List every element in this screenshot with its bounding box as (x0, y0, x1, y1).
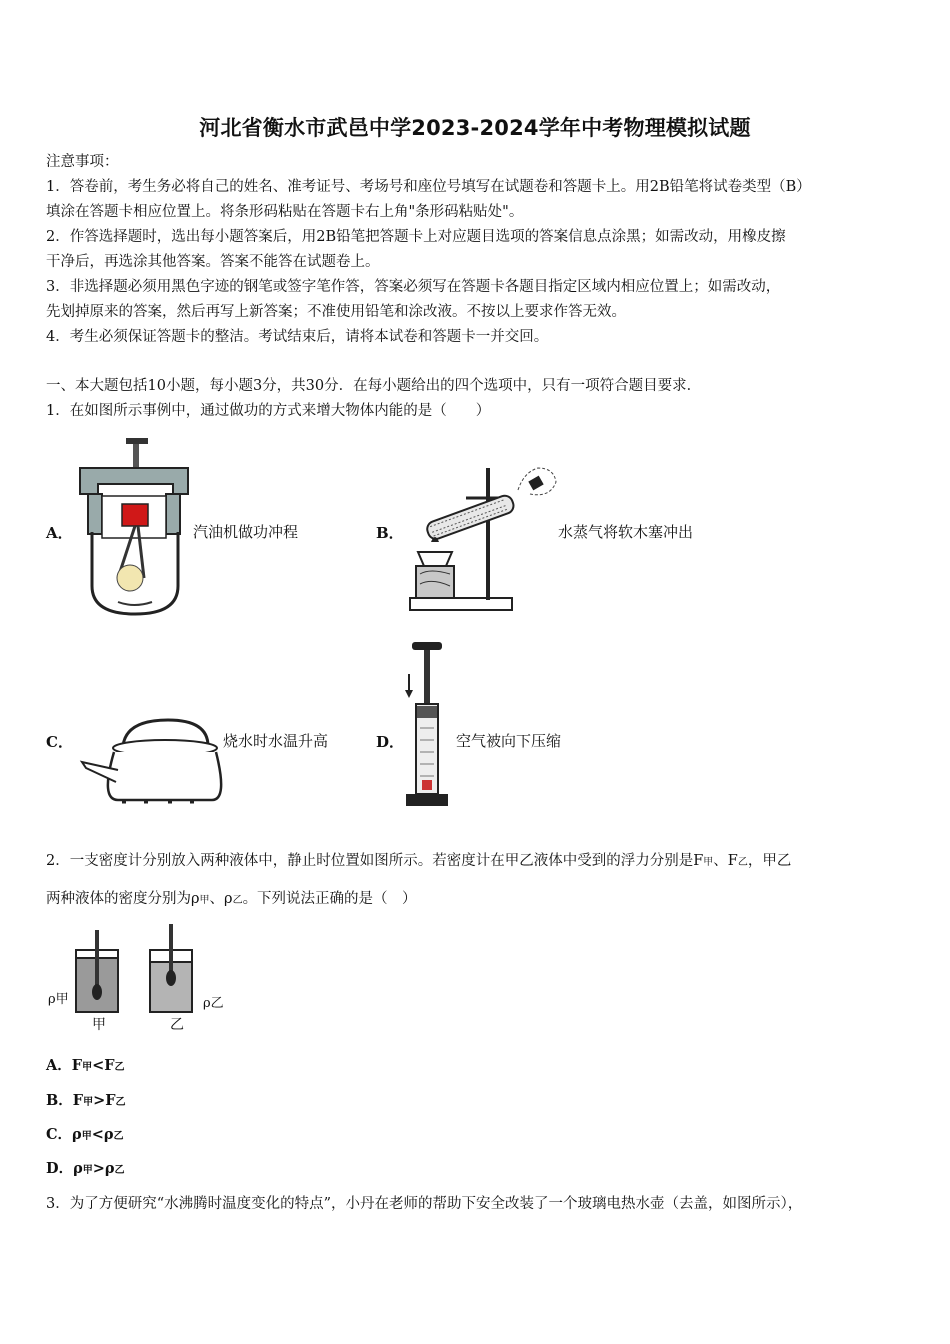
notice-heading: 注意事项： (46, 154, 119, 170)
question-2-stem-line-2: 两种液体的密度分别为ρ甲、ρ乙。下列说法正确的是（ ） (46, 891, 417, 907)
question-1-stem: 1．在如图所示事例中，通过做功的方式来增大物体内能的是（ ） (46, 403, 491, 419)
beaker-left-label: 甲 (92, 1017, 106, 1033)
notice-line: 3．非选择题必须用黑色字迹的钢笔或签字笔作答，答案必须写在答题卡各题目指定区域内相应位置上；如需改动， (46, 279, 781, 295)
rho-left-label: ρ甲 (48, 992, 69, 1007)
q2-option-c: C．ρ甲<ρ乙 (46, 1126, 124, 1143)
question-2-stem-line-1: 2．一支密度计分别放入两种液体中，静止时位置如图所示。若密度计在甲乙液体中受到的浮力分别是F甲、F乙，甲乙 (46, 853, 792, 869)
option-b-letter: B． (376, 524, 404, 542)
notice-line: 填涂在答题卡相应位置上。将条形码粘贴在答题卡右上角"条形码粘贴处"。 (46, 204, 524, 220)
option-b-caption: 水蒸气将软木塞冲出 (558, 523, 694, 541)
rho-right-label: ρ乙 (203, 996, 224, 1011)
q2-option-a: A．F甲<F乙 (46, 1057, 125, 1074)
notice-line: 先划掉原来的答案，然后再写上新答案；不准使用铅笔和涂改液。不按以上要求作答无效。 (46, 304, 626, 320)
air-compression-figure (400, 640, 455, 810)
beaker-right-label: 乙 (170, 1017, 184, 1033)
notice-line: 1．答卷前，考生务必将自己的姓名、准考证号、考场号和座位号填写在试题卷和答题卡上。用2B铅笔将试卷类型（B） (46, 179, 811, 195)
hydrometer-figure (46, 922, 226, 1034)
option-a-caption: 汽油机做功冲程 (193, 523, 299, 541)
engine-figure (78, 436, 193, 616)
kettle-figure (78, 716, 223, 808)
question-3-stem: 3．为了方便研究“水沸腾时温度变化的特点”，小丹在老师的帮助下安全改装了一个玻璃电热水壶（去盖，如图所示）， (46, 1196, 803, 1212)
steam-tube-figure (406, 460, 561, 615)
section-heading: 一、本大题包括10小题，每小题3分，共30分．在每小题给出的四个选项中，只有一项符合题目要求． (46, 378, 702, 394)
option-d-letter: D． (376, 733, 405, 751)
q2-option-b: B．F甲>F乙 (46, 1092, 126, 1109)
option-a-letter: A． (46, 524, 73, 542)
option-d-caption: 空气被向下压缩 (456, 732, 562, 750)
q2-option-d: D．ρ甲>ρ乙 (46, 1160, 125, 1177)
notice-line: 4．考生必须保证答题卡的整洁。考试结束后，请将本试卷和答题卡一并交回。 (46, 329, 549, 345)
notice-line: 2．作答选择题时，选出每小题答案后，用2B铅笔把答题卡上对应题目选项的答案信息点涂黑；如需改动，用橡皮擦 (46, 229, 786, 245)
option-c-caption: 烧水时水温升高 (223, 732, 329, 750)
page-title: 河北省衡水市武邑中学2023-2024学年中考物理模拟试题 (199, 116, 751, 140)
notice-line: 干净后，再选涂其他答案。答案不能答在试题卷上。 (46, 254, 380, 270)
option-c-letter: C． (46, 733, 73, 751)
